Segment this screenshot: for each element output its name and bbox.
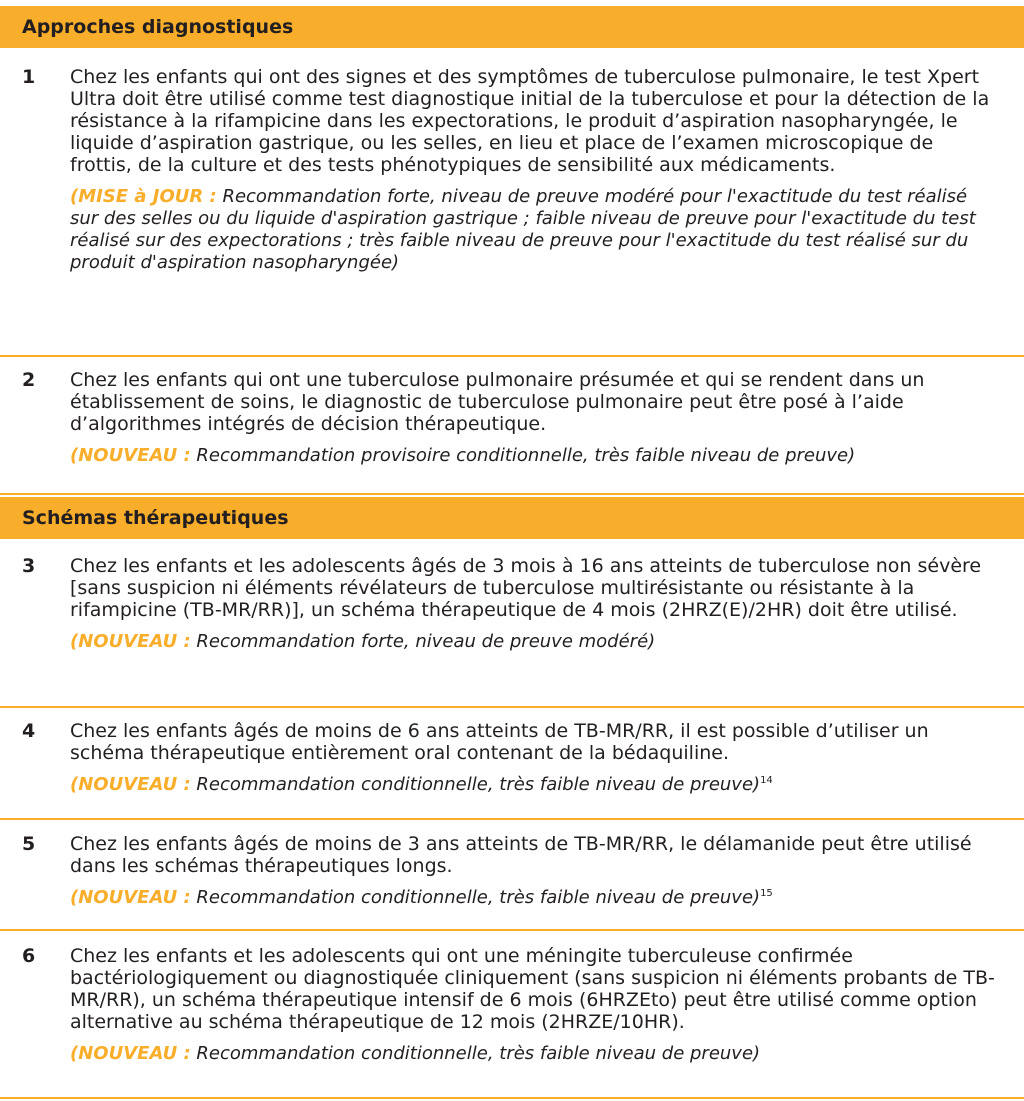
recommendation-6 bbox=[0, 945, 1024, 1099]
note-text: Recommandation conditionnelle, très faible niveau de preuve) bbox=[190, 1043, 761, 1064]
footnote-ref[interactable]: 14 bbox=[760, 775, 773, 786]
recommendation-text: Chez les enfants âgés de moins de 3 ans atteints de TB-MR/RR, le délamanide peut être utilisé dans les schémas thérapeutiques longs. bbox=[70, 833, 972, 877]
recommendation-1 bbox=[0, 66, 1024, 357]
note-tag: NOUVEAU : bbox=[78, 445, 191, 466]
recommendation-strength bbox=[70, 887, 996, 909]
recommendation-strength bbox=[70, 631, 996, 653]
recommendation-number: 2 bbox=[22, 369, 36, 391]
recommendation-number: 4 bbox=[22, 720, 36, 742]
recommendation-4 bbox=[0, 720, 1024, 820]
recommendation-3 bbox=[0, 555, 1024, 708]
note-tag: NOUVEAU : bbox=[78, 631, 191, 652]
section-title: Approches diagnostiques bbox=[22, 16, 294, 38]
recommendation-text: Chez les enfants qui ont des signes et des symptômes de tuberculose pulmonaire, le test Xpert Ultra doit être utilisé comme test diagnostique initial de la tuberculose et pour la détection de la résistance à la rifampicine dans les expectorations, le produit d’aspiration nasopharyngée, le liquide d’aspiration gastrique, ou les selles, en lieu et place de l’examen microscopique de frottis, de la culture et des tests phénotypiques de sensibilité aux médicaments. bbox=[70, 66, 990, 176]
footnote-ref[interactable]: 15 bbox=[760, 888, 773, 899]
recommendation-strength bbox=[70, 445, 996, 467]
note-tag: NOUVEAU : bbox=[78, 887, 191, 908]
note-tag: NOUVEAU : bbox=[78, 1043, 191, 1064]
note-open: ( bbox=[70, 1043, 79, 1064]
recommendation-strength bbox=[70, 1043, 996, 1065]
note-open: ( bbox=[70, 445, 79, 466]
recommendation-5 bbox=[0, 833, 1024, 931]
recommendation-text: Chez les enfants âgés de moins de 6 ans atteints de TB-MR/RR, il est possible d’utiliser un schéma thérapeutique entièrement oral contenant de la bédaquiline. bbox=[70, 720, 929, 764]
recommendation-number: 3 bbox=[22, 555, 36, 577]
section-header-diagnostic bbox=[0, 6, 1024, 48]
recommendation-strength bbox=[70, 774, 996, 796]
note-text: Recommandation provisoire conditionnelle, très faible niveau de preuve) bbox=[190, 445, 856, 466]
note-text: Recommandation forte, niveau de preuve modéré) bbox=[190, 631, 656, 652]
recommendation-strength bbox=[70, 186, 996, 274]
note-open: ( bbox=[70, 631, 79, 652]
note-text: Recommandation forte, niveau de preuve modéré pour l'exactitude du test réalisé sur des selles ou du liquide d'aspiration gastrique ; faible niveau de preuve pour l'exactitude du test réalisé sur des expectorations ; très faible niveau de preuve pour l'exactitude du test réalisé sur du produit d'aspiration nasopharyngée) bbox=[70, 186, 976, 273]
recommendation-number: 1 bbox=[22, 66, 36, 88]
note-open: ( bbox=[70, 774, 79, 795]
note-text: Recommandation conditionnelle, très faible niveau de preuve) bbox=[190, 774, 761, 795]
recommendation-number: 5 bbox=[22, 833, 36, 855]
note-tag: NOUVEAU : bbox=[78, 774, 191, 795]
recommendation-text: Chez les enfants qui ont une tuberculose pulmonaire présumée et qui se rendent dans un établissement de soins, le diagnostic de tuberculose pulmonaire peut être posé à l’aide d’algorithmes intégrés de décision thérapeutique. bbox=[70, 369, 925, 435]
recommendation-2 bbox=[0, 369, 1024, 495]
note-tag: MISE à JOUR : bbox=[78, 186, 217, 207]
section-title: Schémas thérapeutiques bbox=[22, 507, 289, 529]
note-text: Recommandation conditionnelle, très faible niveau de preuve) bbox=[190, 887, 761, 908]
note-open: ( bbox=[70, 186, 79, 207]
recommendation-text: Chez les enfants et les adolescents âgés de 3 mois à 16 ans atteints de tuberculose non sévère [sans suspicion ni éléments révélateurs de tuberculose multirésistante ou résistante à la rifampicine (TB-MR/RR)], un schéma thérapeutique de 4 mois (2HRZ(E)/2HR) doit être utilisé. bbox=[70, 555, 982, 621]
note-open: ( bbox=[70, 887, 79, 908]
recommendation-number: 6 bbox=[22, 945, 36, 967]
recommendation-text: Chez les enfants et les adolescents qui ont une méningite tuberculeuse confirmée bactériologiquement ou diagnostiquée cliniquement (sans suspicion ni éléments probants de TB-MR/RR), un schéma thérapeutique intensif de 6 mois (6HRZEto) peut être utilisé comme option alternative au schéma thérapeutique de 12 mois (2HRZE/10HR). bbox=[70, 945, 995, 1033]
section-header-treatment bbox=[0, 497, 1024, 539]
